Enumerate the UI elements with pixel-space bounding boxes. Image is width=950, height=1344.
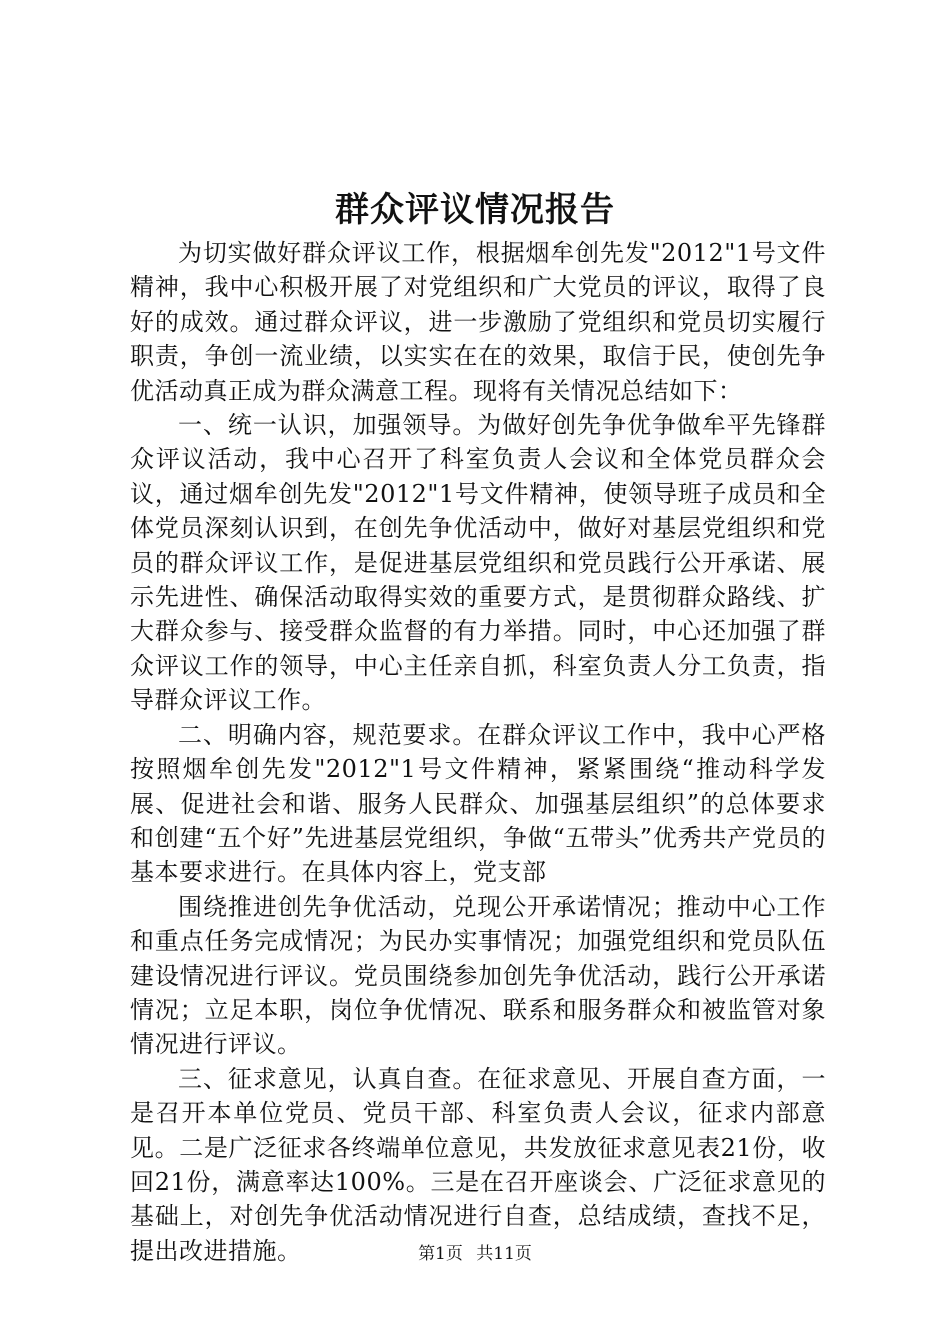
- page-footer: [0, 1242, 950, 1266]
- page-number: 第1页: [418, 1244, 463, 1264]
- paragraph-section-2: 二、明确内容，规范要求。在群众评议工作中，我中心严格按照烟牟创先发"2012"1号文件精神，紧紧围绕“推动科学发展、促进社会和谐、服务人民群众、加强基层组织”的总体要求和创建“五个好”先进基层党组织，争做“五带头”优秀共产党员的基本要求进行。在具体内容上，党支部: [130, 720, 826, 887]
- paragraph-section-2-continued: 围绕推进创先争优活动，兑现公开承诺情况；推动中心工作和重点任务完成情况；为民办实事情况；加强党组织和党员队伍建设情况进行评议。党员围绕参加创先争优活动，践行公开承诺情况；立足本职，岗位争优情况、联系和服务群众和被监管对象情况进行评议。: [130, 892, 826, 1059]
- page-total: 共11页: [476, 1244, 532, 1264]
- document-title: 群众评议情况报告: [335, 190, 615, 230]
- document-body: [130, 236, 826, 1268]
- paragraph-section-1: 一、统一认识，加强领导。为做好创先争优争做牟平先锋群众评议活动，我中心召开了科室负责人会议和全体党员群众会议，通过烟牟创先发"2012"1号文件精神，使领导班子成员和全体党员深刻认识到，在创先争优活动中，做好对基层党组织和党员的群众评议工作，是促进基层党组织和党员践行公开承诺、展示先进性、确保活动取得实效的重要方式，是贯彻群众路线、扩大群众参与、接受群众监督的有力举措。同时，中心还加强了群众评议工作的领导，中心主任亲自抓，科室负责人分工负责，指导群众评议工作。: [130, 411, 826, 715]
- paragraph-intro: 为切实做好群众评议工作，根据烟牟创先发"2012"1号文件精神，我中心积极开展了对党组织和广大党员的评议，取得了良好的成效。通过群众评议，进一步激励了党组织和党员切实履行职责，争创一流业绩，以实实在在的效果，取信于民，使创先争优活动真正成为群众满意工程。现将有关情况总结如下：: [130, 239, 826, 405]
- paragraph-section-3: 三、征求意见，认真自查。在征求意见、开展自查方面，一是召开本单位党员、党员干部、科室负责人会议，征求内部意见。二是广泛征求各终端单位意见，共发放征求意见表21份，收回21份，满意率达100%。三是在召开座谈会、广泛征求意见的基础上，对创先争优活动情况进行自查，总结成绩，查找不足，提出改进措施。: [130, 1064, 826, 1265]
